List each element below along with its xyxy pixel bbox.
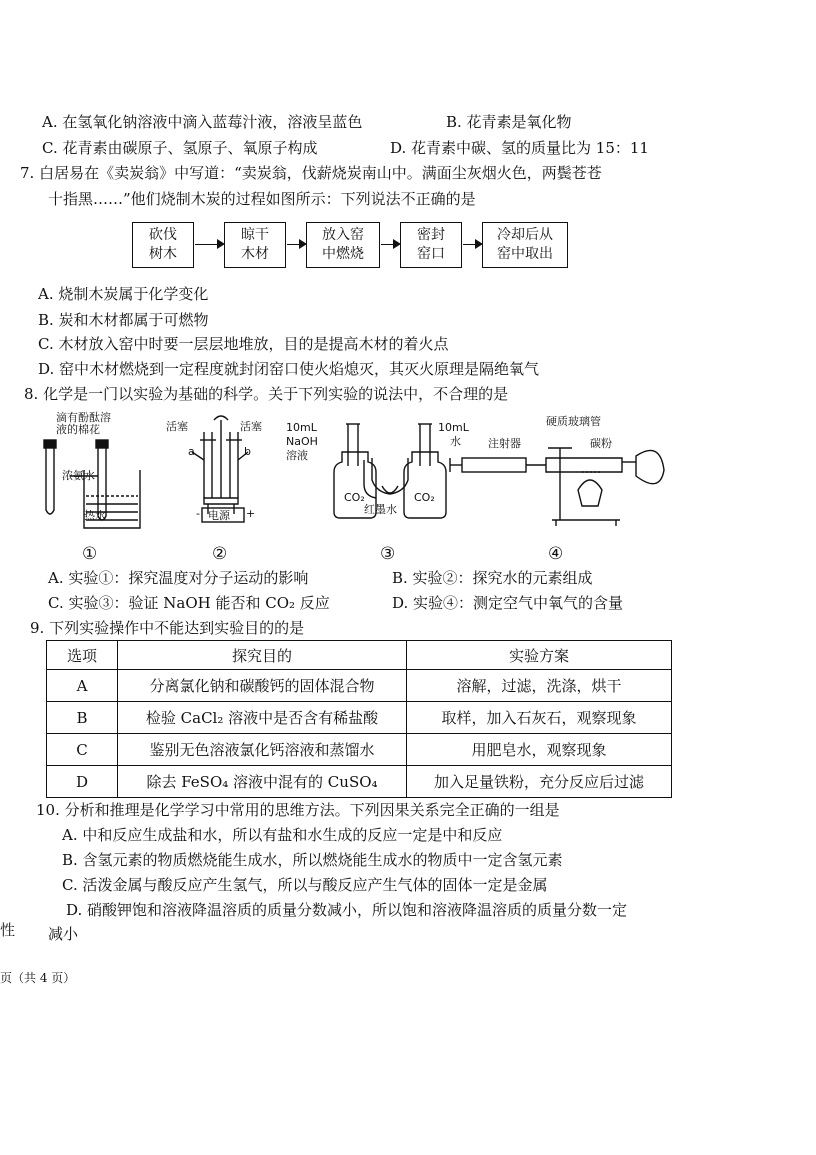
table-row [47,734,672,766]
flow-arrow-3 [381,244,399,245]
q8-option-d: D. 实验④：测定空气中氧气的含量 [392,594,624,612]
exp2-power-label: 电源 [208,509,230,522]
q9-row-b-plan: 取样，加入石灰石，观察现象 [407,702,672,734]
exp3-solution-label: 溶液 [286,449,308,462]
q7-option-a: A. 烧制木炭属于化学变化 [38,285,209,303]
exp2-minus-label: - [196,507,200,520]
q9-row-d-option: D [47,766,118,798]
flow-step-2-line1: 晾干 [241,227,269,243]
q6-option-c: C. 花青素由碳原子、氢原子、氧原子构成 [42,139,318,157]
exp4-apparatus-icon [450,448,664,526]
q7-stem-line1: 7. 白居易在《卖炭翁》中写道：“卖炭翁，伐薪烧炭南山中。满面尘灰烟火色，两鬓苍苍 [20,164,602,182]
exp1-hot-water-label: 热水 [84,509,106,522]
flow-step-5-line1: 冷却后从 [497,227,553,243]
flow-arrow-4 [463,244,481,245]
q10-option-d-line2: 减小 [48,925,79,943]
q9-stem: 9. 下列实验操作中不能达到实验目的的是 [30,619,305,637]
q8-option-c: C. 实验③：验证 NaOH 能否和 CO₂ 反应 [48,594,330,612]
q6-option-b: B. 花青素是氧化物 [446,113,572,131]
exp1-ammonia-label: 浓氨水 [62,469,95,482]
q9-table [46,640,672,798]
q9-row-c-option: C [47,734,118,766]
flow-step-2 [224,222,286,268]
exp3-naoh-label: NaOH [286,435,318,448]
q10-option-d-line1: D. 硝酸钾饱和溶液降温溶质的质量分数减小，所以饱和溶液降温溶质的质量分数一定 [66,901,628,919]
q9-table-header-row [47,641,672,670]
flow-arrow-2 [287,244,305,245]
flow-step-1 [132,222,194,268]
q9-row-d-purpose: 除去 FeSO₄ 溶液中混有的 CuSO₄ [118,766,407,798]
q9-row-a-option: A [47,670,118,702]
exp2-valve-right-label: 活塞 [240,420,262,433]
margin-binding-text: 性 [0,921,16,939]
q7-option-b: B. 炭和木材都属于可燃物 [38,311,209,329]
exp2-plus-label: + [246,507,256,520]
exp4-glass-tube-label: 硬质玻璃管 [546,415,601,428]
q9-row-a-purpose: 分离氯化钠和碳酸钙的固体混合物 [118,670,407,702]
q6-option-a: A. 在氢氧化钠溶液中滴入蓝莓汁液，溶液呈蓝色 [42,113,363,131]
exp4-syringe-label: 注射器 [488,437,521,450]
exp2-electrode-b-label: b [244,445,251,458]
q9-header-plan: 实验方案 [407,641,672,670]
exp3-water-label: 水 [450,435,461,448]
exp3-water-volume-label: 10mL [438,421,469,434]
q6-option-d: D. 花青素中碳、氢的质量比为 15：11 [390,139,649,157]
flow-step-2-line2: 木材 [241,246,269,262]
exp2-electrode-a-label: a [188,445,195,458]
flow-step-5 [482,222,568,268]
q9-header-option: 选项 [47,641,118,670]
page-footer: 页（共 4 页） [0,971,76,985]
exp3-number: ③ [380,544,396,564]
exp2-number: ② [212,544,228,564]
q9-header-purpose: 探究目的 [118,641,407,670]
charcoal-process-flowchart [132,222,572,274]
q8-option-a: A. 实验①：探究温度对分子运动的影响 [48,569,309,587]
table-row [47,702,672,734]
flow-step-1-line2: 树木 [149,246,177,262]
exp1-cotton-label: 滴有酚酞溶液的棉花 [56,411,111,436]
q7-option-d: D. 窑中木材燃烧到一定程度就封闭窑口使火焰熄灭，其灭火原理是隔绝氧气 [38,360,540,378]
q7-stem-line2: 十指黑……”他们烧制木炭的过程如图所示：下列说法不正确的是 [48,190,476,208]
q9-row-c-plan: 用肥皂水，观察现象 [407,734,672,766]
flow-arrow-1 [195,244,223,245]
q9-row-a-plan: 溶解，过滤，洗涤，烘干 [407,670,672,702]
exp4-number: ④ [548,544,564,564]
exp3-co2-right-label: CO₂ [414,491,435,504]
q10-option-c: C. 活泼金属与酸反应产生氢气，所以与酸反应产生气体的固体一定是金属 [62,876,548,894]
exp3-co2-left-label: CO₂ [344,491,365,504]
flow-step-4 [400,222,462,268]
q10-option-a: A. 中和反应生成盐和水，所以有盐和水生成的反应一定是中和反应 [62,826,503,844]
flow-step-1-line1: 砍伐 [149,227,177,243]
q9-row-b-option: B [47,702,118,734]
exp1-number: ① [82,544,98,564]
exp3-naoh-volume-label: 10mL [286,421,317,434]
q7-option-c: C. 木材放入窑中时要一层层地堆放，目的是提高木材的着火点 [38,335,449,353]
q9-row-b-purpose: 检验 CaCl₂ 溶液中是否含有稀盐酸 [118,702,407,734]
exp2-valve-left-label: 活塞 [166,420,188,433]
flow-step-5-line2: 窑中取出 [497,246,553,262]
flow-step-4-line1: 密封 [417,227,445,243]
q10-stem: 10. 分析和推理是化学学习中常用的思维方法。下列因果关系完全正确的一组是 [36,801,560,819]
flow-step-3-line2: 中燃烧 [322,246,364,262]
flow-step-3-line1: 放入窑 [322,227,364,243]
q9-row-c-purpose: 鉴别无色溶液氯化钙溶液和蒸馏水 [118,734,407,766]
table-row [47,670,672,702]
exp4-carbon-label: 碳粉 [590,437,612,450]
q10-option-b: B. 含氢元素的物质燃烧能生成水，所以燃烧能生成水的物质中一定含氢元素 [62,851,563,869]
q8-stem: 8. 化学是一门以实验为基础的科学。关于下列实验的说法中，不合理的是 [24,385,509,403]
exp3-red-ink-label: 红墨水 [364,503,397,516]
flow-step-3 [306,222,380,268]
flow-step-4-line2: 窑口 [417,246,445,262]
q8-option-b: B. 实验②：探究水的元素组成 [392,569,593,587]
q9-row-d-plan: 加入足量铁粉，充分反应后过滤 [407,766,672,798]
table-row [47,766,672,798]
